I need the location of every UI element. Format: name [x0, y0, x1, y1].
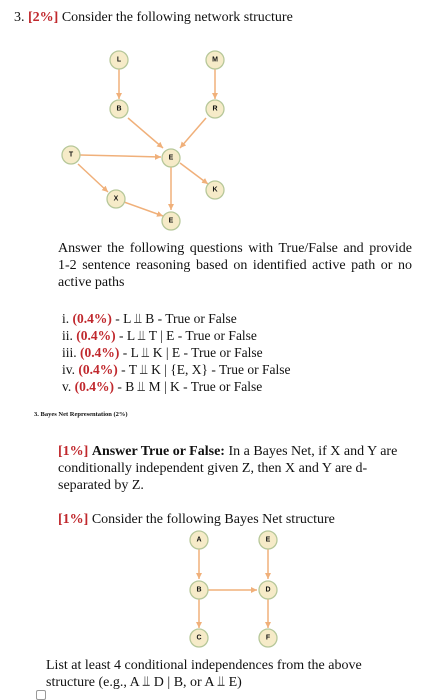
node-label-x: X: [113, 195, 119, 203]
edge-t-e: [80, 155, 161, 157]
edge-r-e: [180, 118, 206, 148]
node-label-a: A: [196, 536, 202, 544]
answer-checkbox[interactable]: [36, 690, 46, 700]
node-label-m: M: [212, 56, 218, 64]
question-title-text: Consider the following network structure: [61, 10, 293, 25]
question-item-4: iv. (0.4%) - T ⫫ K | {E, X} - True or False: [62, 362, 291, 377]
node-label-f: F: [265, 634, 271, 642]
bayes-structure-prompt: [1%] Consider the following Bayes Net structure: [58, 512, 335, 527]
section-heading: 3. Bayes Net Representation (2%): [34, 411, 128, 418]
edge-e-k: [180, 163, 208, 184]
node-label-d: D: [265, 586, 271, 594]
instructions-text: Answer the following questions with True/False and provide 1-2 sentence reasoning based on identified active path or no active paths: [58, 241, 412, 290]
list-independences-prompt: List at least 4 conditional independences from the above structure (e.g., A ⫫ D | B, or A ⫫ E): [46, 658, 362, 690]
node-label-e2: E: [168, 217, 174, 225]
node-label-l: L: [116, 56, 122, 64]
question-number: 3.: [14, 10, 25, 25]
node-label-t: T: [68, 151, 74, 159]
question-item-1: i. (0.4%) - L ⫫ B - True or False: [62, 311, 237, 326]
node-label-e3: E: [265, 536, 271, 544]
node-label-r: R: [212, 105, 218, 113]
question-item-5: v. (0.4%) - B ⫫ M | K - True or False: [62, 379, 263, 394]
edge-b-e: [128, 118, 163, 148]
edge-x-e2: [124, 202, 163, 216]
question-item-2: ii. (0.4%) - L ⫫ T | E - True or False: [62, 328, 257, 343]
true-false-question: [1%] Answer True or False: In a Bayes Net, if X and Y are conditionally independent given Z, then X and Y are d-separated by Z.: [58, 444, 398, 493]
node-label-k: K: [212, 186, 218, 194]
node-label-b: B: [116, 105, 122, 113]
question-items: [62, 310, 291, 395]
node-label-b2: B: [196, 586, 202, 594]
node-label-e: E: [168, 154, 174, 162]
node-label-c: C: [196, 634, 202, 642]
question-weight: [2%]: [28, 10, 59, 25]
edge-t-x: [78, 164, 108, 192]
bayes-net-edges: [199, 549, 271, 628]
question-item-3: iii. (0.4%) - L ⫫ K | E - True or False: [62, 345, 263, 360]
